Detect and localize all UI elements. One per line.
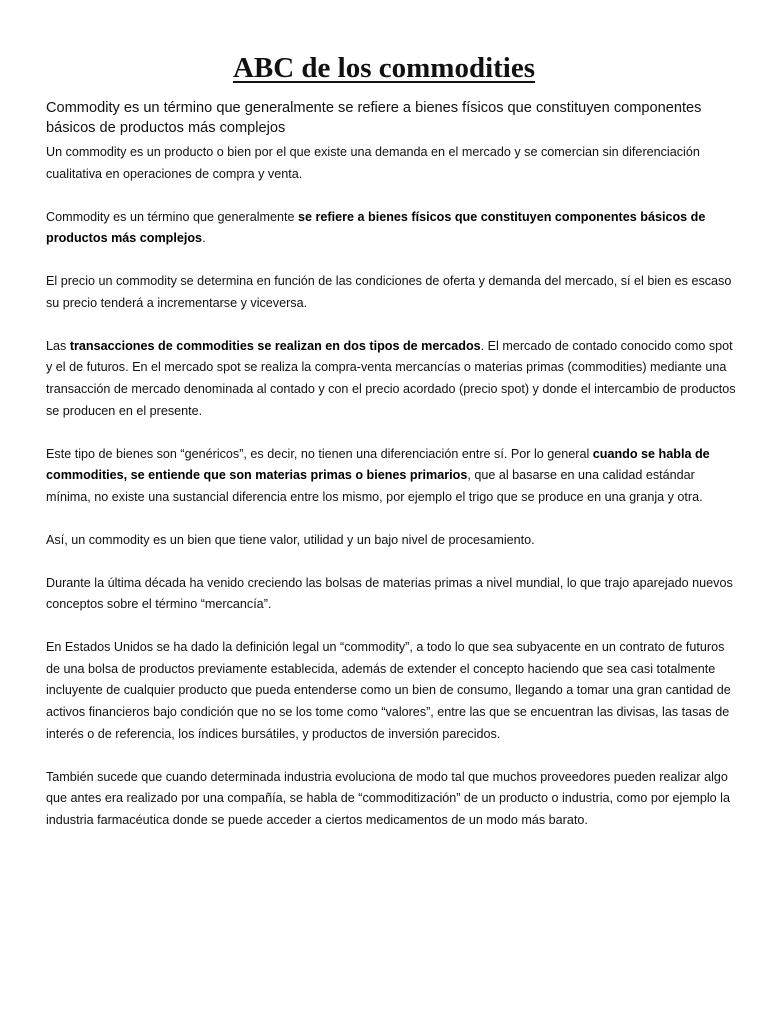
paragraph-3: El precio un commodity se determina en función de las condiciones de oferta y demanda del mercado, sí el bien es escaso su precio tenderá a incrementarse y viceversa.	[46, 274, 732, 310]
paragraph-9: También sucede que cuando determinada industria evoluciona de modo tal que muchos proveedores pueden realizar algo que antes era realizado por una compañía, se habla de “commoditización” de un producto o industria, como por ejemplo la industria farmacéutica donde se puede acceder a ciertos medicamentos de un modo más barato.	[46, 769, 730, 827]
document-subtitle: Commodity es un término que generalmente se refiere a bienes físicos que constituyen componentes básicos de productos más complejos	[46, 100, 702, 136]
document-title: ABC de los commodities	[232, 52, 536, 84]
paragraph-6: Así, un commodity es un bien que tiene valor, utilidad y un bajo nivel de procesamiento.	[46, 532, 535, 547]
paragraph-8: En Estados Unidos se ha dado la definición legal un “commodity”, a todo lo que sea subyacente en un contrato de futuros de una bolsa de productos previamente establecida, además de extender el concepto haciendo que sea casi totalmente incluyente de cualquier producto que pueda entenderse como un bien de consumo, llegando a tomar una gran cantidad de activos financieros bajo condición que no se los tome como “valores”, entre las que se encuentran las divisas, las tasas de interés o de referencia, los índices bursátiles, y productos de inversión parecidos.	[46, 640, 731, 741]
paragraph-2-text-end: .	[202, 231, 206, 246]
paragraph-4-text-end: . El mercado de contado conocido como spot y el de futuros. En el mercado spot se realiza la compra-venta mercancías o materias primas (commodities) mediante una transacción de mercado denominada al contado y con el precio acordado (precio spot) y donde el intercambio de productos se producen en el presente.	[46, 338, 736, 418]
paragraph-4-emphasis: transacciones de commodities se realizan en dos tipos de mercados	[69, 338, 481, 353]
paragraph-5-emphasis: cuando se habla de commodities, se entiende que son materias primas o bienes primarios	[46, 446, 710, 483]
paragraph-7: Durante la última década ha venido creciendo las bolsas de materias primas a nivel mundial, lo que trajo aparejado nuevos conceptos sobre el término “mercancía”.	[46, 575, 733, 612]
paragraph-5-text-end: , que al basarse en una calidad estándar mínima, no existe una sustancial diferencia entre los mismo, por ejemplo el trigo que se produce en una granja y otra.	[46, 468, 703, 504]
paragraph-2-emphasis: se refiere a bienes físicos que constituyen componentes básicos de productos más complejos	[46, 209, 706, 246]
paragraph-5	[46, 444, 736, 509]
paragraph-2	[46, 207, 736, 250]
paragraph-4-text: Las	[46, 338, 70, 353]
paragraph-5-text: Este tipo de bienes son “genéricos”, es decir, no tienen una diferenciación entre sí. Por lo general	[46, 446, 593, 461]
paragraph-2-text: Commodity es un término que generalmente	[46, 209, 299, 224]
paragraph-1: Un commodity es un producto o bien por el que existe una demanda en el mercado y se comercian sin diferenciación cualitativa en operaciones de compra y venta.	[46, 145, 700, 181]
document-body	[46, 142, 736, 831]
paragraph-4	[46, 336, 736, 422]
